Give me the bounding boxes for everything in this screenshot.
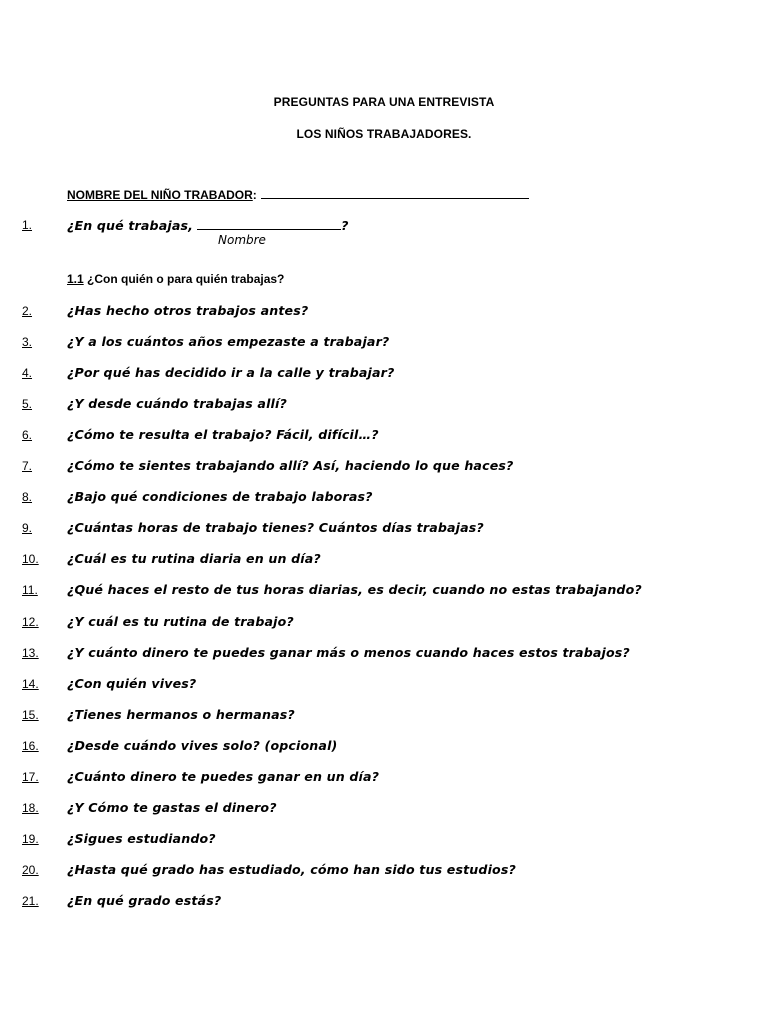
question-text: ¿Por qué has decidido ir a la calle y trabajar?	[67, 365, 395, 380]
document-title: PREGUNTAS PARA UNA ENTREVISTA	[273, 95, 495, 109]
question-number: 5.	[22, 397, 33, 411]
question-text	[67, 217, 349, 233]
question-text-after-blank: ?	[341, 218, 349, 233]
question-item	[0, 428, 768, 448]
sub-question-text: ¿Con quién o para quién trabajas?	[87, 272, 285, 286]
question-item	[0, 397, 768, 417]
question-item	[0, 677, 768, 697]
question-text: ¿Cómo te resulta el trabajo? Fácil, difícil…?	[67, 427, 379, 442]
question-text: ¿En qué grado estás?	[67, 893, 222, 908]
child-name-blank-line	[261, 186, 529, 199]
name-hint: Nombre	[218, 233, 266, 247]
question-item	[0, 366, 768, 386]
question-text: ¿Y a los cuántos años empezaste a trabajar?	[67, 334, 390, 349]
document-subtitle: LOS NIÑOS TRABAJADORES.	[296, 127, 472, 141]
question-number: 16.	[22, 739, 39, 753]
question-number: 17.	[22, 770, 39, 784]
question-text-before-blank: ¿En qué trabajas,	[67, 218, 194, 233]
question-item	[0, 552, 768, 572]
question-text: ¿Cuál es tu rutina diaria en un día?	[67, 551, 321, 566]
child-name-field	[67, 186, 529, 202]
question-item	[0, 708, 768, 728]
question-number: 1.	[22, 218, 33, 232]
question-number: 7.	[22, 459, 33, 473]
question-text: ¿Y Cómo te gastas el dinero?	[67, 800, 277, 815]
question-text: ¿Has hecho otros trabajos antes?	[67, 303, 309, 318]
question-item	[0, 832, 768, 852]
question-item	[0, 490, 768, 510]
sub-question-1-1	[67, 272, 284, 286]
question-number: 20.	[22, 863, 39, 877]
question-number: 8.	[22, 490, 33, 504]
question-item	[0, 304, 768, 324]
question-item	[0, 863, 768, 883]
question-item	[0, 894, 768, 914]
question-text: ¿Con quién vives?	[67, 676, 197, 691]
question-item	[0, 521, 768, 541]
question-number: 18.	[22, 801, 39, 815]
question-item	[0, 615, 768, 635]
question-item	[0, 335, 768, 355]
question-item	[0, 583, 768, 603]
question-number: 9.	[22, 521, 33, 535]
question-number: 15.	[22, 708, 39, 722]
question-number: 10.	[22, 552, 39, 566]
question-text: ¿Hasta qué grado has estudiado, cómo han sido tus estudios?	[67, 862, 516, 877]
question-item	[0, 459, 768, 479]
question-item	[0, 801, 768, 821]
question-number: 14.	[22, 677, 39, 691]
question-text: ¿Sigues estudiando?	[67, 831, 216, 846]
question-number: 2.	[22, 304, 33, 318]
child-name-label: NOMBRE DEL NIÑO TRABADOR	[67, 188, 253, 202]
question-number: 13.	[22, 646, 39, 660]
question-text: ¿Y cuál es tu rutina de trabajo?	[67, 614, 294, 629]
question-text: ¿Cuánto dinero te puedes ganar en un día?	[67, 769, 380, 784]
question-item	[0, 770, 768, 790]
question-item	[0, 739, 768, 759]
question-text: ¿Bajo qué condiciones de trabajo laboras?	[67, 489, 373, 504]
question-number: 6.	[22, 428, 33, 442]
question-number: 21.	[22, 894, 39, 908]
question-number: 3.	[22, 335, 33, 349]
question-number: 11.	[22, 583, 38, 597]
question-text: ¿Desde cuándo vives solo? (opcional)	[67, 738, 338, 753]
question-text: ¿Y desde cuándo trabajas allí?	[67, 396, 287, 411]
name-blank-line	[197, 217, 341, 230]
question-text: ¿Cómo te sientes trabajando allí? Así, haciendo lo que haces?	[67, 458, 514, 473]
question-item	[0, 646, 768, 666]
question-text: ¿Tienes hermanos o hermanas?	[67, 707, 295, 722]
question-text: ¿Cuántas horas de trabajo tienes? Cuántos días trabajas?	[67, 520, 484, 535]
question-number: 4.	[22, 366, 33, 380]
child-name-separator: :	[252, 188, 257, 202]
question-number: 19.	[22, 832, 39, 846]
question-text: ¿Qué haces el resto de tus horas diarias, es decir, cuando no estas trabajando?	[67, 582, 642, 597]
question-text: ¿Y cuánto dinero te puedes ganar más o menos cuando haces estos trabajos?	[67, 645, 630, 660]
sub-question-number: 1.1	[67, 272, 84, 286]
question-item-1	[0, 218, 768, 238]
question-number: 12.	[22, 615, 39, 629]
